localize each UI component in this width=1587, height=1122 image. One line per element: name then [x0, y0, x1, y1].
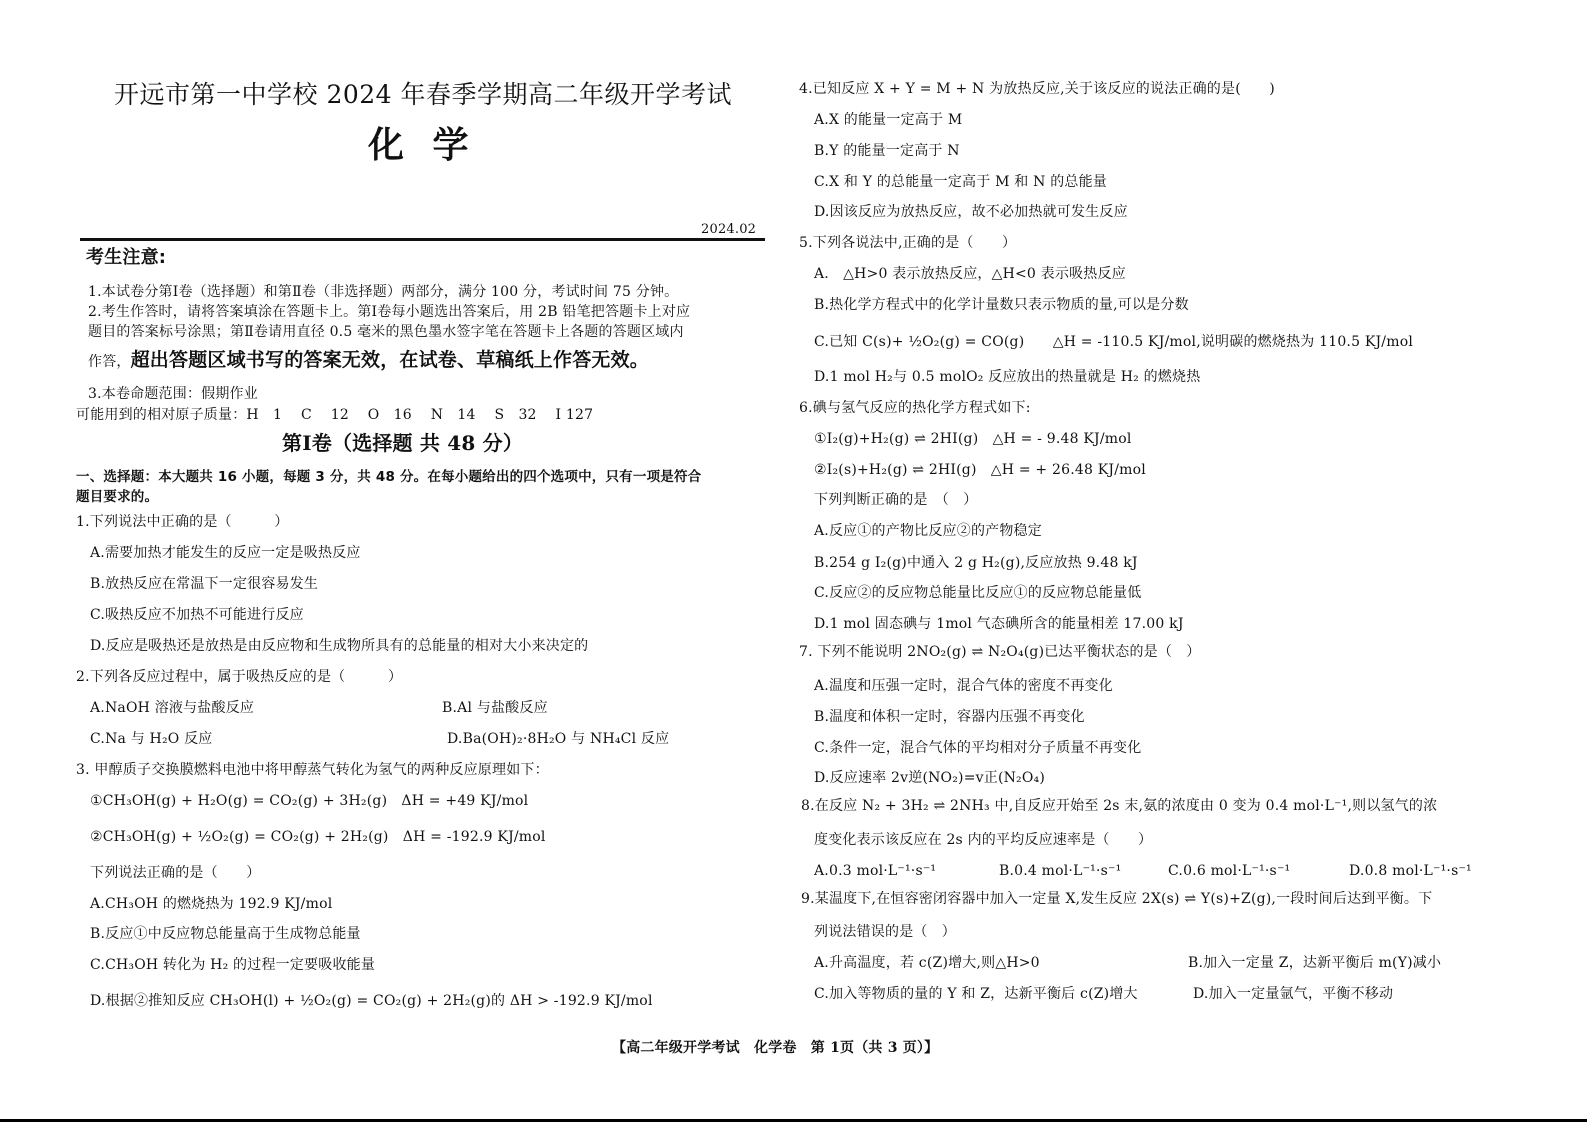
section-intro-b: 题目要求的。: [76, 489, 159, 505]
notice-item-1: 1.本试卷分第Ⅰ卷（选择题）和第Ⅱ卷（非选择题）两部分，满分 100 分，考试时间 75 分钟。: [88, 284, 679, 300]
q6-option-a: A.反应①的产物比反应②的产物稳定: [814, 523, 1042, 539]
q4-option-c: C.X 和 Y 的总能量一定高于 M 和 N 的总能量: [814, 174, 1108, 190]
notice-item-2c-text: 作答，: [88, 354, 131, 370]
q6-equation-1: ①I₂(g)+H₂(g) ⇌ 2HI(g) △H = - 9.48 KJ/mol: [814, 431, 1132, 447]
q9-option-b: B.加入一定量 Z，达新平衡后 m(Y)减小: [1188, 955, 1442, 971]
notice-warning: 超出答题区域书写的答案无效，在试卷、草稿纸上作答无效。: [130, 349, 650, 371]
q8-option-c: C.0.6 mol·L⁻¹·s⁻¹: [1168, 863, 1291, 879]
q5-option-c: C.已知 C(s)+ ½O₂(g) = CO(g) △H = -110.5 KJ/mol,说明碳的燃烧热为 110.5 KJ/mol: [814, 334, 1413, 350]
q3-equation-1: ①CH₃OH(g) + H₂O(g) = CO₂(g) + 3H₂(g) ΔH = +49 KJ/mol: [90, 793, 529, 809]
q3-option-d: D.根据②推知反应 CH₃OH(l) + ½O₂(g) = CO₂(g) + 2H₂(g)的 ΔH > -192.9 KJ/mol: [90, 993, 653, 1009]
q5-option-a: A. △H>0 表示放热反应，△H<0 表示吸热反应: [814, 266, 1126, 282]
q6-stem: 6.碘与氢气反应的热化学方程式如下:: [799, 400, 1031, 416]
q1-option-c: C.吸热反应不加热不可能进行反应: [90, 607, 304, 623]
notice-heading: 考生注意:: [86, 247, 167, 268]
q4-option-d: D.因该反应为放热反应，故不必加热就可发生反应: [814, 204, 1128, 220]
section-intro-a: 一、选择题：本大题共 16 小题，每题 3 分，共 48 分。在每小题给出的四个选项中，只有一项是符合: [76, 469, 702, 485]
q2-option-b: B.Al 与盐酸反应: [442, 700, 548, 716]
notice-item-2b: 题目的答案标号涂黑；第Ⅱ卷请用直径 0.5 毫米的黑色墨水签字笔在答题卡上各题的答题区域内: [88, 324, 684, 340]
q8-option-b: B.0.4 mol·L⁻¹·s⁻¹: [999, 863, 1122, 879]
q1-option-a: A.需要加热才能发生的反应一定是吸热反应: [90, 545, 361, 561]
q9-stem-a: 9.某温度下,在恒容密闭容器中加入一定量 X,发生反应 2X(s) ⇌ Y(s)+Z(g),一段时间后达到平衡。下: [801, 891, 1433, 907]
q6-equation-2: ②I₂(s)+H₂(g) ⇌ 2HI(g) △H = + 26.48 KJ/mol: [814, 462, 1146, 478]
q5-option-b: B.热化学方程式中的化学计量数只表示物质的量,可以是分数: [814, 297, 1189, 313]
q3-option-c: C.CH₃OH 转化为 H₂ 的过程一定要吸收能量: [90, 957, 376, 973]
q6-option-b: B.254 g I₂(g)中通入 2 g H₂(g),反应放热 9.48 kJ: [814, 555, 1138, 571]
q9-option-a: A.升高温度，若 c(Z)增大,则△H>0: [814, 955, 1040, 971]
q1-option-d: D.反应是吸热还是放热是由反应物和生成物所具有的总能量的相对大小来决定的: [90, 638, 589, 654]
q7-stem: 7. 下列不能说明 2NO₂(g) ⇌ N₂O₄(g)已达平衡状态的是（ ）: [799, 644, 1201, 660]
q1-stem: 1.下列说法中正确的是（ ）: [76, 514, 289, 530]
q4-stem: 4.已知反应 X + Y = M + N 为放热反应,关于该反应的说法正确的是( ): [799, 81, 1275, 97]
notice-item-2a: 2.考生作答时，请将答案填涂在答题卡上。第Ⅰ卷每小题选出答案后，用 2B 铅笔把答题卡上对应: [88, 304, 691, 320]
q9-option-c: C.加入等物质的量的 Y 和 Z，达新平衡后 c(Z)增大: [814, 986, 1138, 1002]
header-rule: [80, 238, 765, 241]
q7-option-a: A.温度和压强一定时，混合气体的密度不再变化: [814, 678, 1113, 694]
q7-option-d: D.反应速率 2v逆(NO₂)=v正(N₂O₄): [814, 770, 1046, 786]
q5-stem: 5.下列各说法中,正确的是（ ）: [799, 235, 1017, 251]
q8-stem-a: 8.在反应 N₂ + 3H₂ ⇌ 2NH₃ 中,自反应开始至 2s 末,氨的浓度由 0 变为 0.4 mol·L⁻¹,则以氢气的浓: [801, 798, 1438, 814]
school-title: 开远市第一中学校 2024 年春季学期高二年级开学考试: [114, 80, 733, 109]
q3-option-b: B.反应①中反应物总能量高于生成物总能量: [90, 926, 361, 942]
q2-stem: 2.下列各反应过程中，属于吸热反应的是（ ）: [76, 669, 403, 685]
q2-option-a: A.NaOH 溶液与盐酸反应: [90, 700, 255, 716]
atomic-masses: 可能用到的相对原子质量：H 1 C 12 O 16 N 14 S 32 I 127: [76, 407, 594, 423]
q8-option-d: D.0.8 mol·L⁻¹·s⁻¹: [1349, 863, 1472, 879]
exam-date: 2024.02: [701, 222, 757, 237]
notice-item-3: 3.本卷命题范围：假期作业: [88, 386, 258, 402]
q4-option-a: A.X 的能量一定高于 M: [814, 112, 963, 128]
q9-option-d: D.加入一定量氩气，平衡不移动: [1193, 986, 1394, 1002]
section-title: 第Ⅰ卷（选择题 共 48 分）: [282, 431, 524, 455]
q7-option-b: B.温度和体积一定时，容器内压强不再变化: [814, 709, 1085, 725]
q8-option-a: A.0.3 mol·L⁻¹·s⁻¹: [814, 863, 937, 879]
q9-stem-b: 列说法错误的是（ ）: [814, 924, 956, 940]
q3-stem: 3. 甲醇质子交换膜燃料电池中将甲醇蒸气转化为氢气的两种反应原理如下：: [76, 762, 549, 778]
q3-ask: 下列说法正确的是（ ）: [90, 865, 261, 881]
q7-option-c: C.条件一定，混合气体的平均相对分子质量不再变化: [814, 740, 1142, 756]
page-footer: 【高二年级开学考试 化学卷 第 1页（共 3 页）】: [612, 1040, 939, 1056]
q5-option-d: D.1 mol H₂与 0.5 molO₂ 反应放出的热量就是 H₂ 的燃烧热: [814, 369, 1201, 385]
q3-option-a: A.CH₃OH 的燃烧热为 192.9 KJ/mol: [90, 896, 333, 912]
q6-option-d: D.1 mol 固态碘与 1mol 气态碘所含的能量相差 17.00 kJ: [814, 616, 1184, 632]
notice-item-2c: [88, 349, 650, 371]
subject-title: 化 学: [368, 124, 477, 166]
q1-option-b: B.放热反应在常温下一定很容易发生: [90, 576, 319, 592]
q3-equation-2: ②CH₃OH(g) + ½O₂(g) = CO₂(g) + 2H₂(g) ΔH = -192.9 KJ/mol: [90, 829, 546, 845]
q2-option-d: D.Ba(OH)₂·8H₂O 与 NH₄Cl 反应: [447, 731, 670, 747]
q6-option-c: C.反应②的反应物总能量比反应①的反应物总能量低: [814, 585, 1142, 601]
q6-ask: 下列判断正确的是 （ ）: [814, 492, 978, 508]
q4-option-b: B.Y 的能量一定高于 N: [814, 143, 960, 159]
q2-option-c: C.Na 与 H₂O 反应: [90, 731, 213, 747]
q8-stem-b: 度变化表示该反应在 2s 内的平均反应速率是（ ）: [814, 832, 1153, 848]
